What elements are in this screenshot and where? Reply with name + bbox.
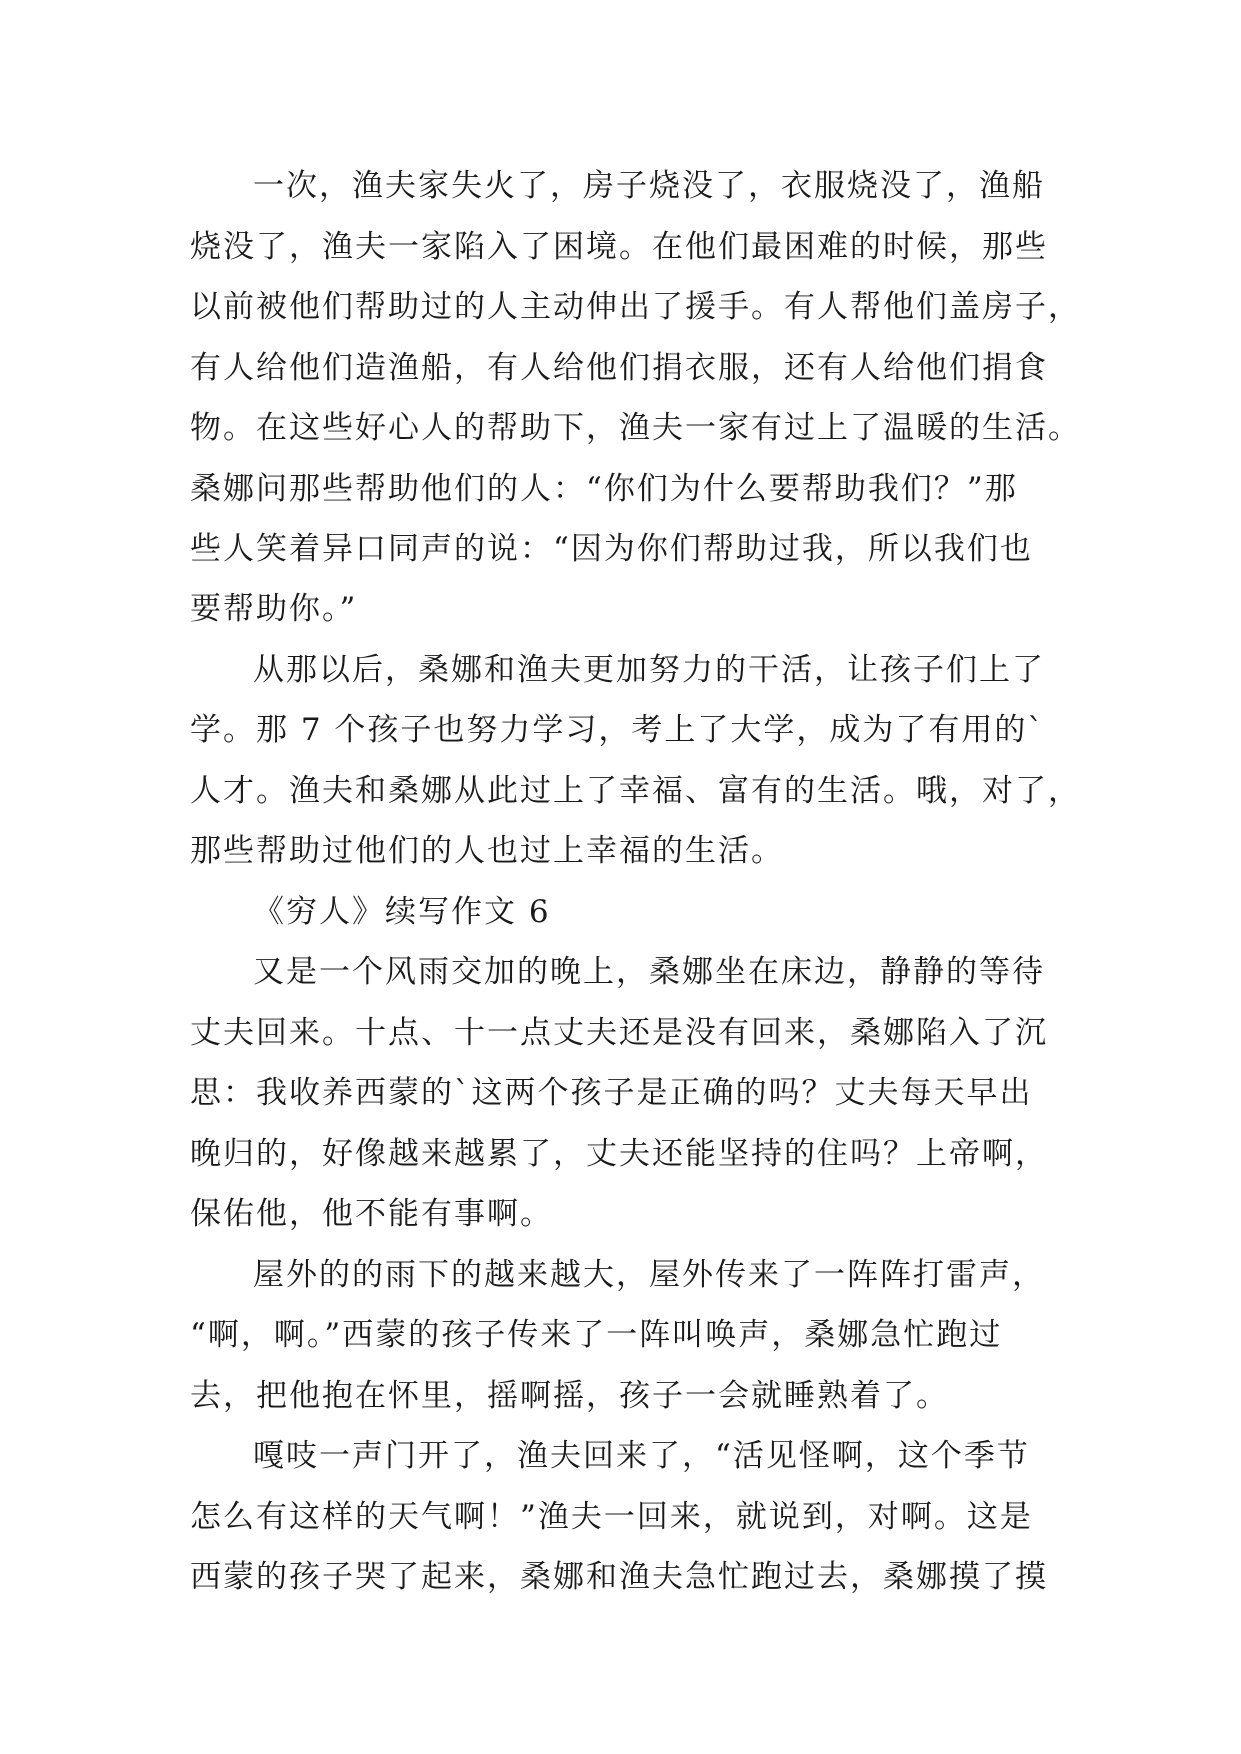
text-line: 学。那 7 个孩子也努力学习，考上了大学，成为了有用的` <box>190 712 1045 748</box>
text-line: 物。在这些好心人的帮助下，渔夫一家有过上了温暖的生活。 <box>190 410 1081 446</box>
text-line: 人才。渔夫和桑娜从此过上了幸福、富有的生活。哦，对了， <box>190 773 1081 809</box>
text-line: 保佑他，他不能有事啊。 <box>190 1196 553 1232</box>
text-line: 以前被他们帮助过的人主动伸出了援手。有人帮他们盖房子， <box>190 289 1081 325</box>
text-line: 嘎吱一声门开了，渔夫回来了，“活见怪啊，这个季节 <box>253 1438 1030 1474</box>
text-line: 些人笑着异口同声的说：“因为你们帮助过我，所以我们也 <box>190 531 1033 567</box>
section-heading: 《穷人》续写作文 6 <box>253 894 551 930</box>
text-line: 去，把他抱在怀里，摇啊摇，孩子一会就睡熟着了。 <box>190 1378 949 1414</box>
text-line: 要帮助你。” <box>190 591 358 627</box>
text-line: 有人给他们造渔船，有人给他们捐衣服，还有人给他们捐食 <box>190 350 1048 386</box>
text-line: 思：我收养西蒙的`这两个孩子是正确的吗？丈夫每天早出 <box>190 1075 1033 1111</box>
text-line: 又是一个风雨交加的晚上，桑娜坐在床边，静静的等待 <box>253 954 1045 990</box>
text-line: 丈夫回来。十点、十一点丈夫还是没有回来，桑娜陷入了沉 <box>190 1015 1048 1051</box>
text-line: 那些帮助过他们的人也过上幸福的生活。 <box>190 833 784 869</box>
text-line: 一次，渔夫家失火了，房子烧没了，衣服烧没了，渔船 <box>253 168 1045 204</box>
text-line: 西蒙的孩子哭了起来，桑娜和渔夫急忙跑过去，桑娜摸了摸 <box>190 1559 1048 1595</box>
text-line: 从那以后，桑娜和渔夫更加努力的干活，让孩子们上了 <box>253 652 1045 688</box>
text-line: 桑娜问那些帮助他们的人：“你们为什么要帮助我们？”那 <box>190 471 1018 507</box>
text-line: “啊，啊。”西蒙的孩子传来了一阵叫唤声，桑娜急忙跑过 <box>190 1317 1003 1353</box>
text-line: 怎么有这样的天气啊！”渔夫一回来，就说到，对啊。这是 <box>190 1499 1033 1535</box>
text-line: 晚归的，好像越来越累了，丈夫还能坚持的住吗？上帝啊， <box>190 1136 1048 1172</box>
text-line: 屋外的的雨下的越来越大，屋外传来了一阵阵打雷声， <box>253 1257 1045 1293</box>
text-line: 烧没了，渔夫一家陷入了困境。在他们最困难的时候，那些 <box>190 229 1048 265</box>
